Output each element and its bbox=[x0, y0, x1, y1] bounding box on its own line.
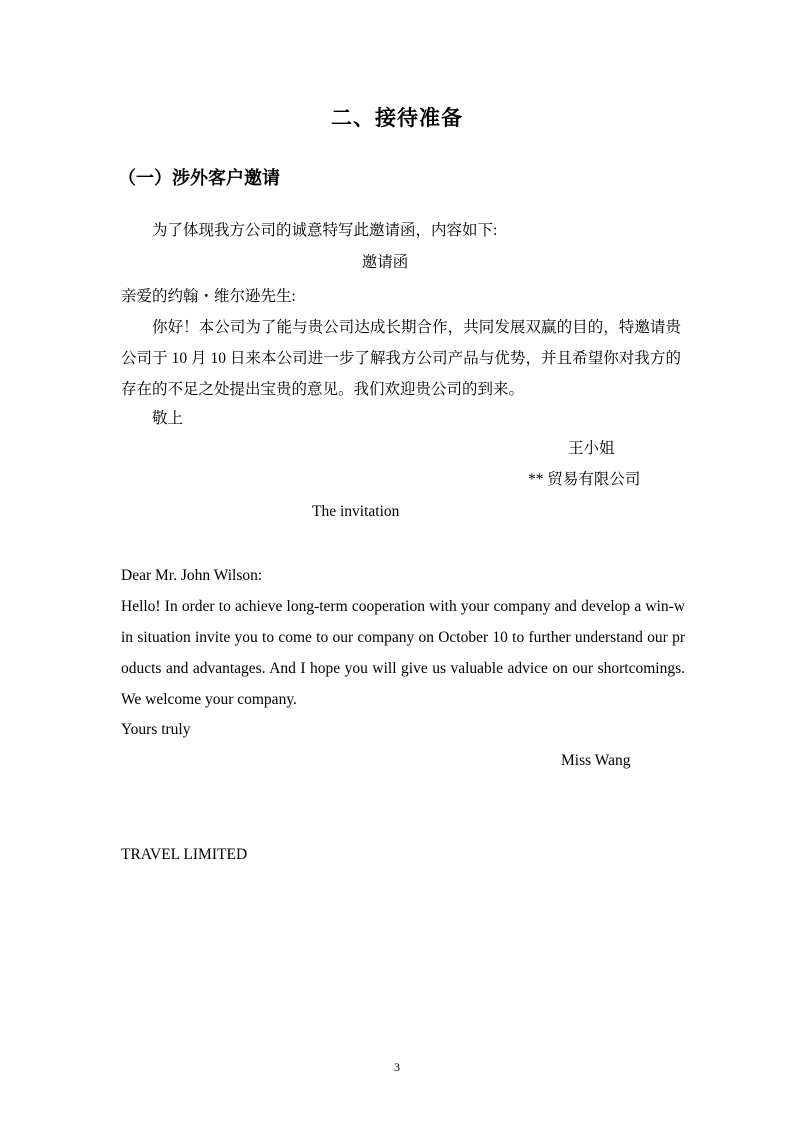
cn-letter-closing: 敬上 bbox=[152, 410, 184, 427]
cn-letter-body bbox=[121, 312, 681, 405]
cn-signature-company: ** 贸易有限公司 bbox=[528, 471, 641, 488]
cn-letter-body-text: 你好！本公司为了能与贵公司达成长期合作，共同发展双赢的目的，特邀请贵公司于 10 月 10 日来本公司进一步了解我方公司产品与优势，并且希望你对我方的存在的不足之处提出宝贵的意见。我们欢迎贵公司的到来。 bbox=[121, 319, 681, 398]
cn-letter-heading: 邀请函 bbox=[361, 254, 409, 271]
en-letter-salutation: Dear Mr. John Wilson: bbox=[121, 567, 263, 584]
cn-letter-salutation: 亲爱的约翰・维尔逊先生: bbox=[121, 288, 296, 305]
en-letter-body: Hello! In order to achieve long-term cooperation with your company and develop a win-win situation invite you to come to our company on October 10 to further understand our products and advantages. And I hope you will give us valuable advice on our shortcomings. We welcome your company. bbox=[121, 598, 685, 708]
en-letter-closing: Yours truly bbox=[121, 721, 191, 738]
en-letter-heading: The invitation bbox=[312, 503, 400, 520]
section-title: 二、接待准备 bbox=[331, 106, 463, 130]
intro-line: 为了体现我方公司的诚意特写此邀请函，内容如下: bbox=[152, 222, 498, 239]
page-number: 3 bbox=[394, 1060, 400, 1074]
en-signature-company: TRAVEL LIMITED bbox=[121, 846, 248, 863]
cn-signature-name: 王小姐 bbox=[568, 440, 615, 457]
en-signature-name: Miss Wang bbox=[561, 752, 631, 769]
subsection-title: （一）涉外客户邀请 bbox=[118, 168, 280, 189]
